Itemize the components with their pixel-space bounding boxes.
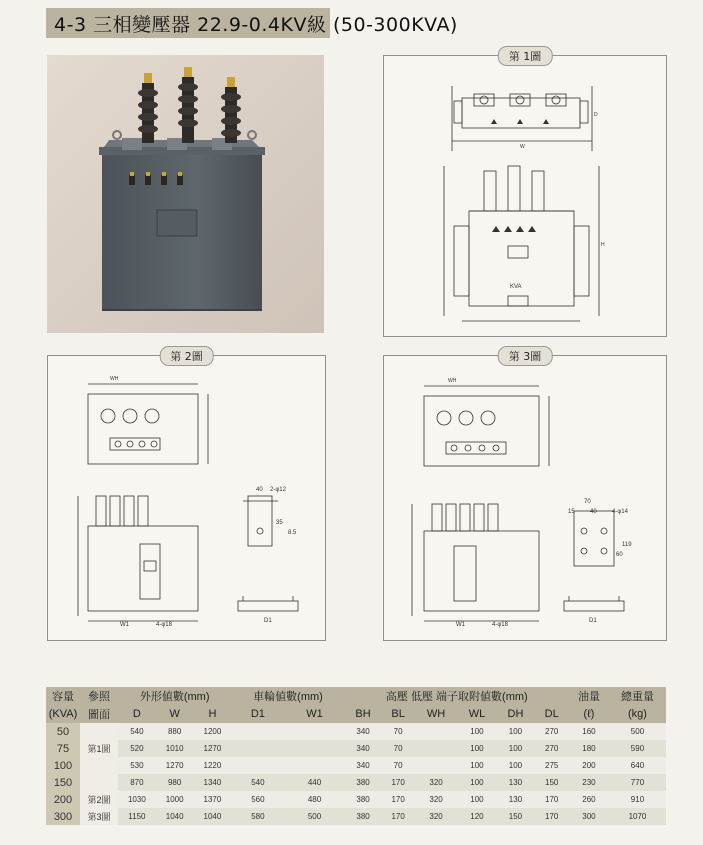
header-capacity-unit: (KVA): [46, 705, 80, 723]
header-col-wh: WH: [415, 705, 458, 723]
table-cell: 170: [534, 791, 569, 808]
fig3-dim-hole: 4-φ14: [612, 509, 628, 515]
table-cell: 100: [457, 740, 496, 757]
table-cell: 1270: [156, 757, 194, 774]
figure-3-drawing: [384, 356, 666, 640]
fig2-d1-label: D1: [264, 618, 272, 624]
table-cell: 980: [156, 774, 194, 791]
table-row: [46, 808, 666, 825]
table-cell: 1010: [156, 740, 194, 757]
header-terminal: 高壓 低壓 端子取附値數(mm): [345, 687, 569, 705]
fig2-holes-label: 4-φ18: [156, 622, 172, 628]
table-cell: 130: [497, 774, 535, 791]
table-row: [46, 791, 666, 808]
table-cell: 1000: [156, 791, 194, 808]
ref-cell: [80, 774, 118, 791]
table-cell: 340: [345, 740, 382, 757]
table-cell: 70: [381, 757, 414, 774]
ref-cell: [80, 757, 118, 774]
table-cell: 540: [118, 723, 156, 740]
ref-cell: 第3圖: [80, 808, 118, 825]
page-title: 4-3 三相變壓器 22.9-0.4KV級 (50-300KVA): [54, 14, 458, 36]
table-cell: 1370: [194, 791, 232, 808]
table-cell: 1040: [156, 808, 194, 825]
table-cell: 260: [569, 791, 609, 808]
table-cell: 1150: [118, 808, 156, 825]
capacity-cell: 150: [46, 774, 80, 791]
table-cell: 170: [381, 791, 414, 808]
figure-1-panel: [383, 50, 667, 337]
table-cell: 100: [457, 774, 496, 791]
table-cell: 320: [415, 808, 458, 825]
table-cell: 170: [381, 774, 414, 791]
table-cell: 530: [118, 757, 156, 774]
fig3-holes-label: 4-φ18: [492, 622, 508, 628]
table-row: [46, 757, 666, 774]
table-cell: 910: [609, 791, 666, 808]
figure-2-panel: [47, 350, 326, 641]
capacity-cell: 200: [46, 791, 80, 808]
table-cell: 480: [284, 791, 344, 808]
table-cell: 150: [534, 774, 569, 791]
table-cell: 320: [415, 774, 458, 791]
header-col-wl: WL: [457, 705, 496, 723]
table-cell: 150: [497, 808, 535, 825]
table-cell: 340: [345, 757, 382, 774]
fig3-d1-label: D1: [589, 618, 597, 624]
table-cell: 500: [284, 808, 344, 825]
table-cell: 1270: [194, 740, 232, 757]
fig3-dim-15: 15: [568, 509, 575, 515]
fig1-w-label: W: [520, 144, 525, 150]
header-oil-unit: (ℓ): [569, 705, 609, 723]
figure-2-drawing: [48, 356, 325, 640]
fig1-h-label: H: [601, 242, 605, 248]
table-cell: 1040: [194, 808, 232, 825]
table-cell: 500: [609, 723, 666, 740]
table-cell: [231, 757, 284, 774]
table-cell: 300: [569, 808, 609, 825]
table-cell: 230: [569, 774, 609, 791]
table-cell: [415, 723, 458, 740]
spec-table: [46, 687, 666, 825]
table-cell: [284, 740, 344, 757]
table-cell: 580: [231, 808, 284, 825]
table-cell: 1030: [118, 791, 156, 808]
transformer-photo: [47, 55, 324, 333]
table-row: [46, 740, 666, 757]
table-cell: 130: [497, 791, 535, 808]
table-cell: 540: [231, 774, 284, 791]
capacity-cell: 100: [46, 757, 80, 774]
header-col-d: D: [118, 705, 156, 723]
header-wheel: 車輪値數(mm): [231, 687, 344, 705]
capacity-cell: 300: [46, 808, 80, 825]
table-cell: 380: [345, 808, 382, 825]
table-cell: 320: [415, 791, 458, 808]
header-weight-unit: (kg): [609, 705, 666, 723]
table-cell: [415, 740, 458, 757]
ref-cell: 第1圖: [80, 740, 118, 757]
fig2-dim-hole: 2-φ12: [270, 487, 286, 493]
table-cell: 520: [118, 740, 156, 757]
table-cell: 180: [569, 740, 609, 757]
table-cell: 1200: [194, 723, 232, 740]
table-cell: 170: [381, 808, 414, 825]
capacity-cell: 75: [46, 740, 80, 757]
fig3-dim-40: 40: [590, 509, 597, 515]
table-cell: [231, 740, 284, 757]
table-cell: 275: [534, 757, 569, 774]
figure-1-drawing: [384, 56, 666, 336]
table-cell: 440: [284, 774, 344, 791]
table-cell: [284, 723, 344, 740]
ref-cell: [80, 723, 118, 740]
header-col-w1: W1: [284, 705, 344, 723]
table-cell: 100: [497, 723, 535, 740]
header-col-dh: DH: [497, 705, 535, 723]
table-cell: 70: [381, 723, 414, 740]
table-cell: 160: [569, 723, 609, 740]
table-body: [46, 723, 666, 825]
table-cell: 100: [497, 757, 535, 774]
table-cell: 640: [609, 757, 666, 774]
fig1-kva-label: KVA: [510, 284, 522, 290]
table-cell: 200: [569, 757, 609, 774]
ref-cell: 第2圖: [80, 791, 118, 808]
table-cell: 340: [345, 723, 382, 740]
table-cell: [284, 757, 344, 774]
header-capacity: 容量: [46, 687, 80, 705]
fig2-dim-8: 8.5: [288, 530, 297, 536]
table-cell: 100: [497, 740, 535, 757]
table-header-row-2: [46, 705, 666, 723]
table-cell: 1220: [194, 757, 232, 774]
figure-3-label: 第 3圖: [498, 346, 553, 366]
fig3-dim-60: 60: [616, 552, 623, 558]
table-cell: 880: [156, 723, 194, 740]
fig2-dim-35: 35: [276, 520, 283, 526]
fig3-w1-label: W1: [456, 622, 465, 628]
table-cell: [231, 723, 284, 740]
figure-2-label: 第 2圖: [159, 346, 214, 366]
figure-3-panel: [383, 350, 667, 641]
header-col-d1: D1: [231, 705, 284, 723]
table-cell: 120: [457, 808, 496, 825]
figure-1-label: 第 1圖: [498, 46, 553, 66]
fig2-wh-label: WH: [110, 376, 119, 382]
header-col-bl: BL: [381, 705, 414, 723]
table-row: [46, 723, 666, 740]
table-cell: [415, 757, 458, 774]
header-outer: 外形値數(mm): [118, 687, 231, 705]
fig1-d-label: D: [594, 112, 598, 118]
fig3-wh-label: WH: [448, 378, 457, 384]
header-ref: 參照: [80, 687, 118, 705]
header-weight: 總重量: [609, 687, 666, 705]
table-header-row-1: [46, 687, 666, 705]
header-col-bh: BH: [345, 705, 382, 723]
table-cell: 1340: [194, 774, 232, 791]
table-cell: 100: [457, 757, 496, 774]
fig2-dim-40: 40: [256, 487, 263, 493]
table-cell: 870: [118, 774, 156, 791]
fig2-w1-label: W1: [120, 622, 129, 628]
header-col-h: H: [194, 705, 232, 723]
header-oil: 油量: [569, 687, 609, 705]
table-cell: 270: [534, 723, 569, 740]
table-cell: 70: [381, 740, 414, 757]
capacity-cell: 50: [46, 723, 80, 740]
header-ref-2: 圖面: [80, 705, 118, 723]
table-cell: 590: [609, 740, 666, 757]
header-col-w: W: [156, 705, 194, 723]
table-cell: 170: [534, 808, 569, 825]
table-cell: 100: [457, 723, 496, 740]
table-cell: 100: [457, 791, 496, 808]
table-cell: 380: [345, 791, 382, 808]
table-cell: 1070: [609, 808, 666, 825]
fig3-dim-119: 119: [622, 542, 632, 548]
header-col-dl: DL: [534, 705, 569, 723]
table-cell: 770: [609, 774, 666, 791]
table-cell: 270: [534, 740, 569, 757]
fig3-dim-70: 70: [584, 499, 591, 505]
table-row: [46, 774, 666, 791]
table-cell: 560: [231, 791, 284, 808]
table-cell: 380: [345, 774, 382, 791]
